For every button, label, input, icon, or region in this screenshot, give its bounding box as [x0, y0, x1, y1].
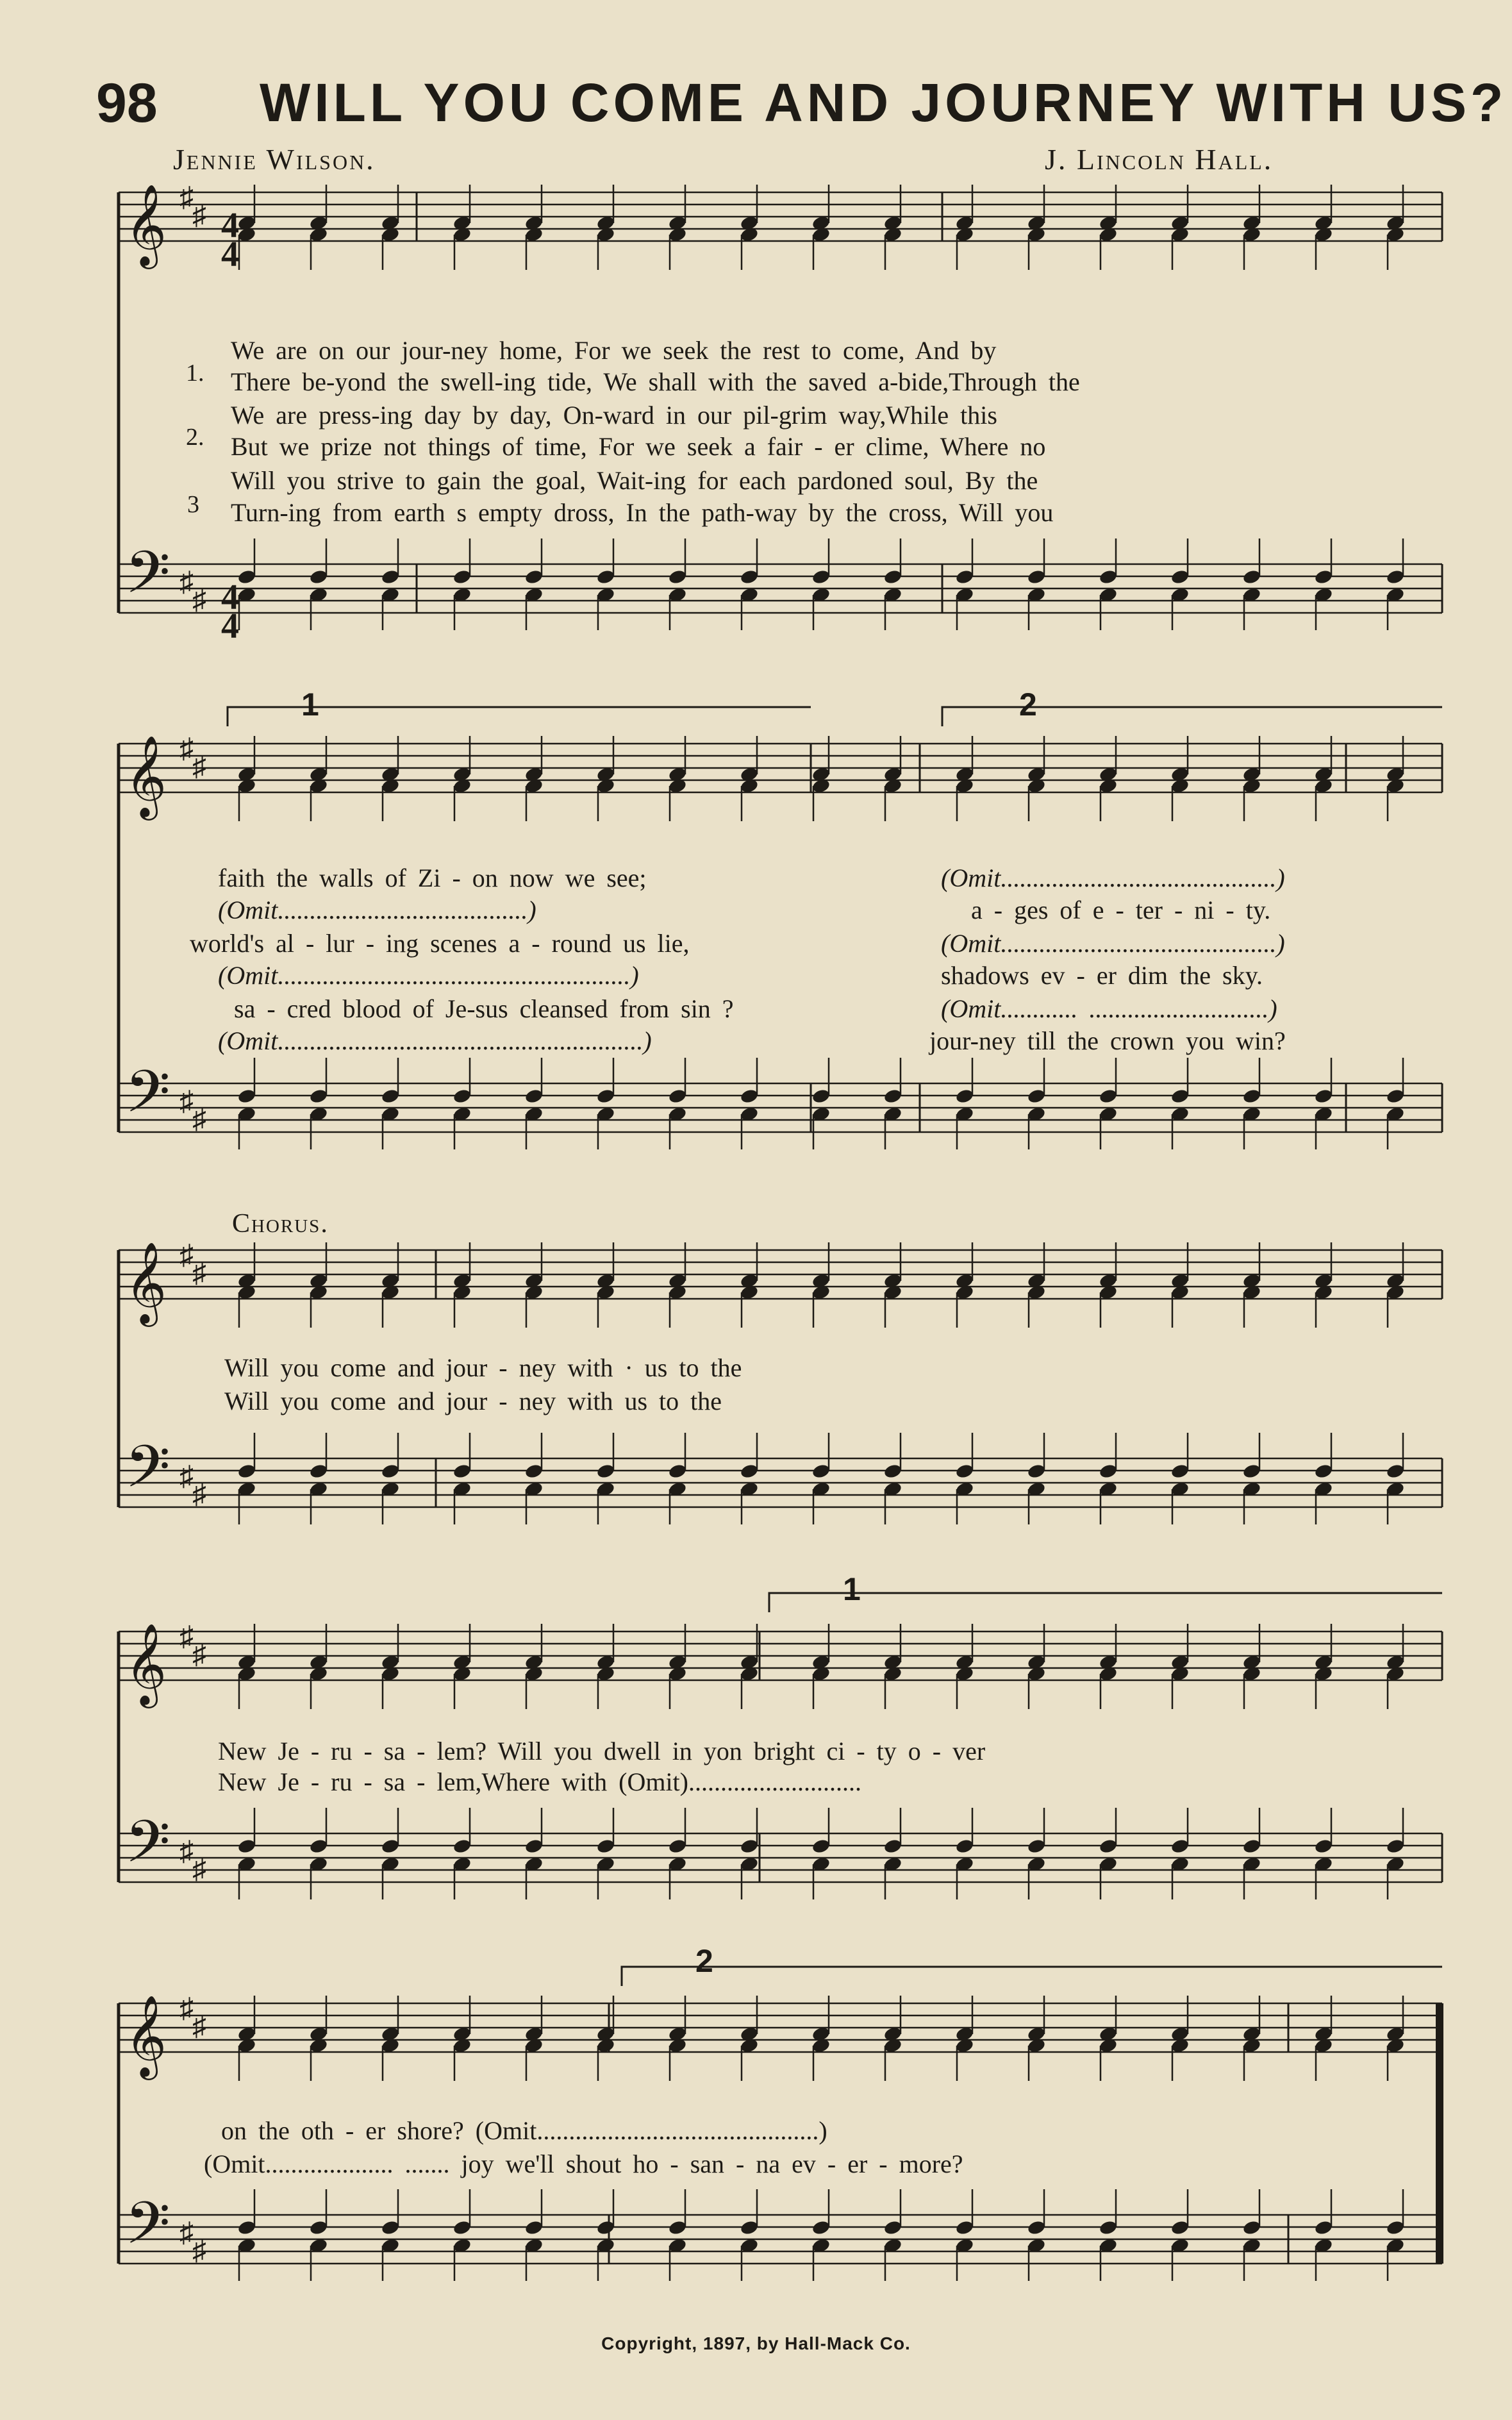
- ending1-line-4: (Omit.......................................................): [218, 961, 639, 990]
- system-1-bass-key-sharp: ♯: [192, 584, 206, 615]
- system-2-tenor-note: [1386, 1088, 1406, 1105]
- system-4-tenor-note: [1314, 1838, 1334, 1855]
- system-1-tenor-note: [453, 569, 472, 585]
- ending1-line-1: faith the walls of Zi - on now we see;: [218, 864, 647, 892]
- verse1-line-b: There be-yond the swell-ing tide, We shall with the saved a-bide,Through the: [231, 367, 1080, 396]
- system-3-tenor-note: [524, 1463, 544, 1480]
- chorus-line-1b: Will you come and jour - ney with us to the: [224, 1387, 722, 1415]
- system-5-bass-key-sharp: ♯: [179, 2217, 194, 2248]
- system-5-key-sharp: ♯: [192, 2010, 206, 2042]
- system-2-tenor-note: [883, 1088, 903, 1105]
- system-3-tenor-note: [1386, 1463, 1406, 1480]
- ending1-line-5: sa - cred blood of Je-sus cleansed from sin ?: [234, 994, 734, 1023]
- system-5-tenor-note: [955, 2219, 975, 2236]
- verse2-line-b: But we prize not things of time, For we seek a fair - er clime, Where no: [231, 432, 1046, 461]
- system-2-tenor-note: [309, 1088, 329, 1105]
- system-2-bass-key-sharp: ♯: [192, 1103, 206, 1135]
- system-3-tenor-note: [237, 1463, 257, 1480]
- system-4-tenor-note: [955, 1838, 975, 1855]
- ending1-line-2: (Omit.......................................): [218, 896, 536, 924]
- system-4-tenor-note: [453, 1838, 472, 1855]
- system-5-tenor-note: [740, 2219, 760, 2236]
- system-4-key-sharp: ♯: [192, 1639, 206, 1670]
- system-5-tenor-note: [811, 2219, 831, 2236]
- system-4-tenor-note: [596, 1838, 616, 1855]
- system-3-tenor-note: [1099, 1463, 1118, 1480]
- system-3-tenor-note: [596, 1463, 616, 1480]
- system-1-tenor-note: [955, 569, 975, 585]
- system-5-tenor-note: [524, 2219, 544, 2236]
- system-1-tenor-note: [811, 569, 831, 585]
- system-1-tenor-note: [1027, 569, 1047, 585]
- system-3-tenor-note: [811, 1463, 831, 1480]
- system-5-tenor-note: [1314, 2219, 1334, 2236]
- system-4-bass-key-sharp: ♯: [179, 1835, 194, 1867]
- system-3-tenor-note: [1027, 1463, 1047, 1480]
- system-3-tenor-note: [1242, 1463, 1262, 1480]
- verse-number-3: 3: [187, 491, 199, 518]
- system-2-tenor-note: [1027, 1088, 1047, 1105]
- system-3-key-sharp: ♯: [179, 1239, 194, 1271]
- ending2-line-4: shadows ev - er dim the sky.: [941, 961, 1263, 990]
- system-4-tenor-note: [883, 1838, 903, 1855]
- system-2-tenor-note: [1170, 1088, 1190, 1105]
- system-2-treble-clef: 𝄞: [125, 735, 167, 817]
- system-3-key-sharp: ♯: [192, 1257, 206, 1289]
- system-4-tenor-note: [740, 1838, 760, 1855]
- ending1-line-6: (Omit.........................................................): [218, 1026, 652, 1055]
- chorus-ending-2-mark: 2: [695, 1943, 713, 1979]
- system-2-tenor-note: [1242, 1088, 1262, 1105]
- chorus-line-3b: (Omit.................... ....... joy we'll shout ho - san - na ev - er - more?: [204, 2149, 963, 2178]
- verse1-line-a: We are on our jour-ney home, For we seek the rest to come, And by: [231, 336, 997, 365]
- time-signature-bottom: 4: [221, 235, 239, 274]
- bass-time-signature-bottom: 4: [221, 606, 239, 646]
- system-2-tenor-note: [1099, 1088, 1118, 1105]
- system-3-tenor-note: [955, 1463, 975, 1480]
- system-3-tenor-note: [883, 1463, 903, 1480]
- system-1-tenor-note: [596, 569, 616, 585]
- system-4-tenor-note: [1242, 1838, 1262, 1855]
- system-2-key-sharp: ♯: [192, 751, 206, 782]
- system-1-tenor-note: [1242, 569, 1262, 585]
- system-3-tenor-note: [1314, 1463, 1334, 1480]
- system-5-tenor-note: [883, 2219, 903, 2236]
- system-1-tenor-note: [668, 569, 688, 585]
- chorus-line-1a: Will you come and jour - ney with · us to the: [224, 1353, 742, 1382]
- system-1-tenor-note: [883, 569, 903, 585]
- hymn-title: WILL YOU COME AND JOURNEY WITH US?: [260, 72, 1508, 133]
- system-1-tenor-note: [1314, 569, 1334, 585]
- chorus-ending-1-mark: 1: [843, 1571, 861, 1607]
- system-4-tenor-note: [524, 1838, 544, 1855]
- bass-time-signature-top: 4: [221, 578, 239, 617]
- verse2-line-a: We are press-ing day by day, On-ward in our pil-grim way,While this: [231, 401, 997, 430]
- system-3-tenor-note: [1170, 1463, 1190, 1480]
- system-1-tenor-note: [1170, 569, 1190, 585]
- system-2-key-sharp: ♯: [179, 733, 194, 764]
- system-2-bass-key-sharp: ♯: [179, 1085, 194, 1117]
- system-4-tenor-note: [309, 1838, 329, 1855]
- ending2-line-6: jour-ney till the crown you win?: [929, 1026, 1286, 1055]
- system-4-tenor-note: [1027, 1838, 1047, 1855]
- system-1-key-sharp: ♯: [192, 199, 206, 231]
- system-2-tenor-note: [237, 1088, 257, 1105]
- system-3-treble-clef: 𝄞: [125, 1241, 167, 1323]
- system-2-tenor-note: [453, 1088, 472, 1105]
- system-2-tenor-note: [381, 1088, 401, 1105]
- chorus-ending-1-bracket: [769, 1593, 1442, 1612]
- system-4-key-sharp: ♯: [179, 1621, 194, 1652]
- system-5-tenor-note: [381, 2219, 401, 2236]
- system-4-tenor-note: [668, 1838, 688, 1855]
- system-1-bass-key-sharp: ♯: [179, 566, 194, 597]
- system-5-bass-key-sharp: ♯: [192, 2235, 206, 2266]
- system-4-tenor-note: [237, 1838, 257, 1855]
- page-number: 98: [96, 72, 158, 134]
- system-5-tenor-note: [1242, 2219, 1262, 2236]
- system-1-tenor-note: [740, 569, 760, 585]
- ending-2-bracket: [942, 707, 1442, 726]
- system-2-bass-clef: 𝄢: [125, 1058, 170, 1140]
- ending1-line-3: world's al - lur - ing scenes a - round us lie,: [190, 929, 690, 958]
- system-5-tenor-note: [453, 2219, 472, 2236]
- chorus-line-2b: New Je - ru - sa - lem,Where with (Omit)...........................: [218, 1767, 861, 1796]
- system-2-tenor-note: [1314, 1088, 1334, 1105]
- system-1-tenor-note: [1099, 569, 1118, 585]
- system-4-tenor-note: [1386, 1838, 1406, 1855]
- system-5-tenor-note: [596, 2219, 616, 2236]
- ending-1-mark: 1: [301, 687, 319, 722]
- chorus-line-2a: New Je - ru - sa - lem? Will you dwell in yon bright ci - ty o - ver: [218, 1737, 986, 1765]
- ending2-line-3: (Omit...........................................): [941, 929, 1285, 958]
- system-4-bass-clef: 𝄢: [125, 1808, 170, 1890]
- system-4-tenor-note: [811, 1838, 831, 1855]
- system-3-tenor-note: [668, 1463, 688, 1480]
- time-signature-top: 4: [221, 206, 239, 246]
- system-1-key-sharp: ♯: [179, 181, 194, 213]
- system-5-treble-clef: 𝄞: [125, 1994, 167, 2076]
- system-4-tenor-note: [381, 1838, 401, 1855]
- system-2-tenor-note: [811, 1088, 831, 1105]
- system-5-tenor-note: [1099, 2219, 1118, 2236]
- system-1-bass-clef: 𝄢: [125, 538, 170, 621]
- system-5-key-sharp: ♯: [179, 1992, 194, 2024]
- system-2-tenor-note: [740, 1088, 760, 1105]
- system-1-treble-clef: 𝄞: [125, 183, 167, 265]
- system-3-tenor-note: [740, 1463, 760, 1480]
- verse3-line-b: Turn-ing from earth s empty dross, In the path-way by the cross, Will you: [231, 498, 1054, 527]
- composer-credit: J. Lincoln Hall.: [1045, 143, 1274, 176]
- system-1-tenor-note: [309, 569, 329, 585]
- system-1-tenor-note: [1386, 569, 1406, 585]
- final-double-bar: [1436, 2003, 1443, 2264]
- system-5-bass-clef: 𝄢: [125, 2189, 170, 2271]
- system-5-tenor-note: [1386, 2219, 1406, 2236]
- ending2-line-5: (Omit............ ............................): [941, 994, 1277, 1023]
- system-1-tenor-note: [524, 569, 544, 585]
- system-1-tenor-note: [237, 569, 257, 585]
- system-5-tenor-note: [237, 2219, 257, 2236]
- ending2-line-1: (Omit...........................................): [941, 864, 1285, 892]
- system-4-tenor-note: [1170, 1838, 1190, 1855]
- system-3-bass-key-sharp: ♯: [192, 1478, 206, 1510]
- system-4-tenor-note: [1099, 1838, 1118, 1855]
- ending2-line-2: a - ges of e - ter - ni - ty.: [971, 896, 1271, 924]
- system-2-tenor-note: [668, 1088, 688, 1105]
- system-2-tenor-note: [955, 1088, 975, 1105]
- chorus-line-3a: on the oth - er shore? (Omit............................................): [221, 2116, 827, 2145]
- ending-2-mark: 2: [1019, 687, 1037, 722]
- lyricist-credit: Jennie Wilson.: [173, 143, 376, 176]
- system-2-tenor-note: [524, 1088, 544, 1105]
- system-4-bass-key-sharp: ♯: [192, 1853, 206, 1885]
- chorus-label: Chorus.: [232, 1209, 329, 1239]
- system-5-tenor-note: [1027, 2219, 1047, 2236]
- system-2-tenor-note: [596, 1088, 616, 1105]
- system-1-tenor-note: [381, 569, 401, 585]
- copyright-notice: Copyright, 1897, by Hall-Mack Co.: [601, 2333, 911, 2353]
- system-5-tenor-note: [1170, 2219, 1190, 2236]
- system-4-treble-clef: 𝄞: [125, 1623, 167, 1705]
- verse-number-1: 1.: [186, 360, 204, 387]
- system-3-tenor-note: [309, 1463, 329, 1480]
- system-5-tenor-note: [668, 2219, 688, 2236]
- system-3-bass-clef: 𝄢: [125, 1433, 170, 1515]
- system-3-bass-key-sharp: ♯: [179, 1460, 194, 1492]
- system-3-tenor-note: [381, 1463, 401, 1480]
- verse-number-2: 2.: [186, 424, 204, 451]
- chorus-ending-2-bracket: [622, 1967, 1442, 1986]
- system-3-tenor-note: [453, 1463, 472, 1480]
- system-5-tenor-note: [309, 2219, 329, 2236]
- verse3-line-a: Will you strive to gain the goal, Wait-ing for each pardoned soul, By the: [231, 466, 1038, 495]
